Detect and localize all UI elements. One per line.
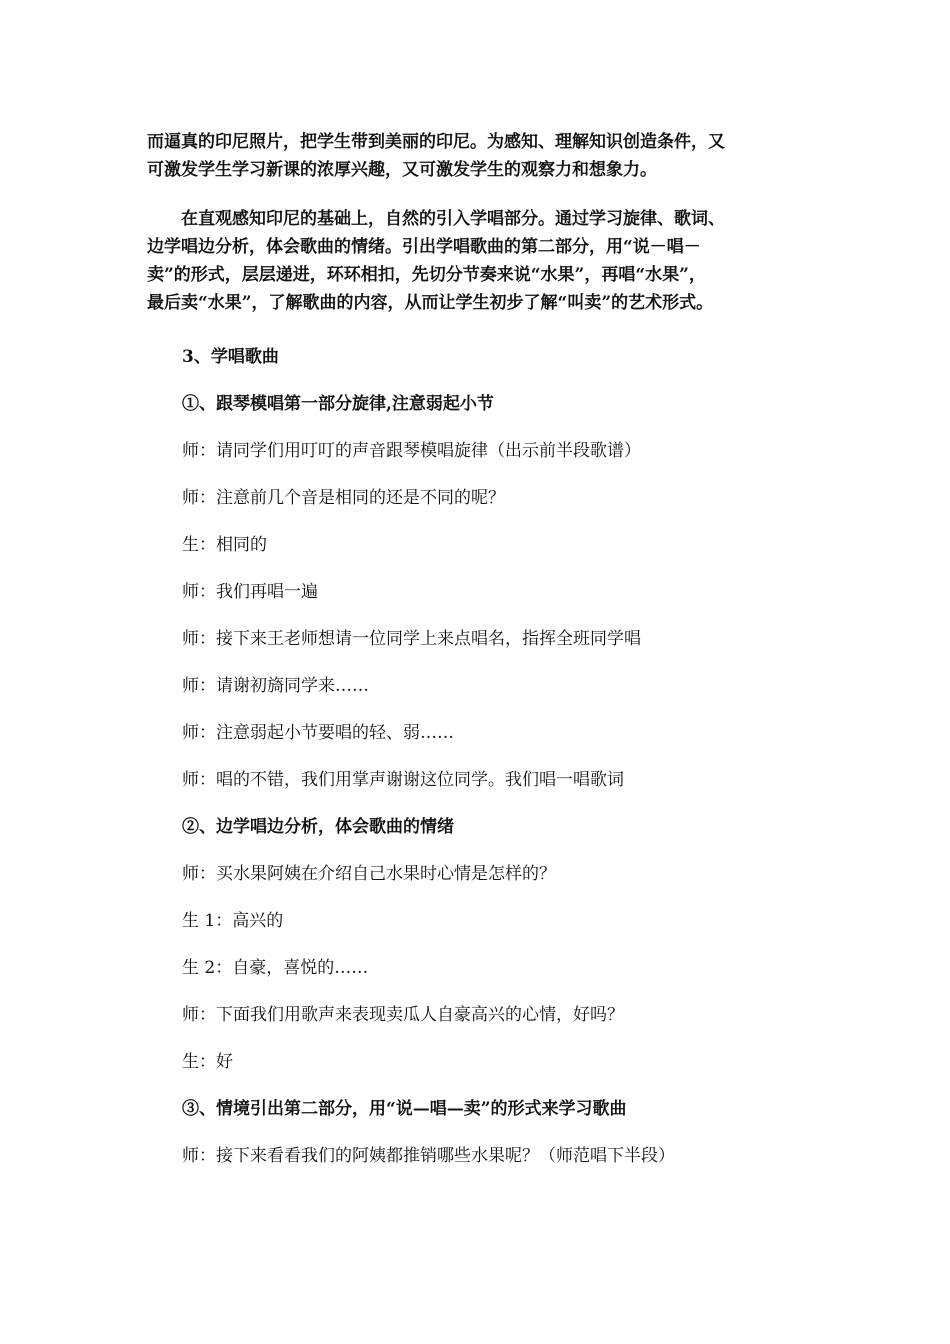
subsection-heading: ②、边学唱边分析，体会歌曲的情绪: [182, 817, 454, 837]
dialogue-line: 师：唱的不错，我们用掌声谢谢这位同学。我们唱一唱歌词: [182, 770, 624, 790]
section-heading: 3、学唱歌曲: [182, 347, 279, 367]
text-line: 而逼真的印尼照片，把学生带到美丽的印尼。为感知、理解知识创造条件，又: [147, 132, 725, 152]
text-line: 卖”的形式，层层递进，环环相扣，先切分节奏来说“水果”，再唱“水果”，: [147, 265, 706, 285]
dialogue-line: 师：下面我们用歌声来表现卖瓜人自豪高兴的心情，好吗？: [182, 1005, 624, 1025]
dialogue-line: 师：请同学们用叮叮的声音跟琴模唱旋律（出示前半段歌谱）: [182, 441, 641, 461]
dialogue-line: 生：好: [182, 1052, 233, 1072]
paragraph-intro: [147, 128, 807, 184]
dialogue-line: 师：接下来看看我们的阿姨都推销哪些水果呢？（师范唱下半段）: [182, 1146, 675, 1166]
subsection-heading: ③、情境引出第二部分，用“说—唱—卖”的形式来学习歌曲: [182, 1099, 627, 1119]
dialogue-line: 师：注意前几个音是相同的还是不同的呢？: [182, 488, 505, 508]
subsection-heading: ①、跟琴模唱第一部分旋律,注意弱起小节: [182, 394, 494, 414]
text-line: 在直观感知印尼的基础上，自然的引入学唱部分。通过学习旋律、歌词、: [147, 209, 725, 229]
dialogue-line: 师：买水果阿姨在介绍自己水果时心情是怎样的？: [182, 864, 556, 884]
dialogue-line: 师：接下来王老师想请一位同学上来点唱名，指挥全班同学唱: [182, 629, 641, 649]
dialogue-line: 师：我们再唱一遍: [182, 582, 318, 602]
text-line: 最后卖“水果”，了解歌曲的内容，从而让学生初步了解“叫卖”的艺术形式。: [147, 293, 714, 313]
text-line: 可激发学生学习新课的浓厚兴趣，又可激发学生的观察力和想象力。: [147, 160, 657, 180]
dialogue-line: 师：注意弱起小节要唱的轻、弱……: [182, 723, 454, 743]
text-line: 边学唱边分析，体会歌曲的情绪。引出学唱歌曲的第二部分，用“说－唱－: [147, 237, 701, 257]
paragraph-analysis: [147, 205, 807, 317]
dialogue-line: 生 2：自豪，喜悦的……: [182, 958, 369, 978]
dialogue-line: 生 1：高兴的: [182, 911, 284, 931]
dialogue-line: 生：相同的: [182, 535, 267, 555]
dialogue-line: 师：请谢初旖同学来……: [182, 676, 369, 696]
